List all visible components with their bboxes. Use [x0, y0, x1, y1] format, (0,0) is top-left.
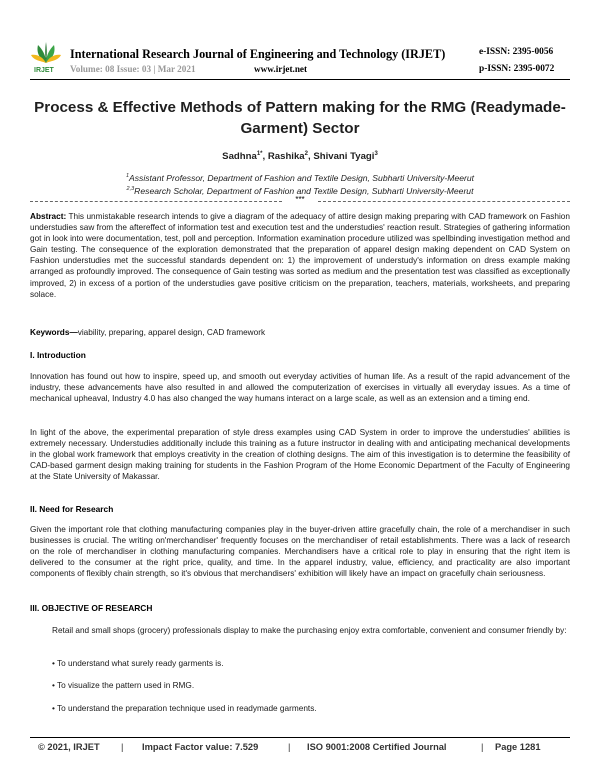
article-title-line1: Process & Effective Methods of Pattern making for the RMG (Readymade-	[34, 99, 566, 116]
affiliation-text: Research Scholar, Department of Fashion and Textile Design, Subharti University-Meerut	[134, 186, 474, 196]
article-title	[30, 97, 570, 139]
intro-paragraph-2: In light of the above, the experimental preparation of style dress examples using CAD System in order to improve the understudies' abilities is extremely necessary. Understudies additionally include this training as a future instructor in dealing with and anticipating mechanical developments in the global work framework that employs creativity in the creation of clothing designs. The aim of this investigation is to determine the feasibility of CAD-based garment design making training for students in the Fashion Program of the Home Economic Department of the Faculty of Engineering at the State University of Makassar.	[30, 428, 570, 482]
footer-impact-factor: Impact Factor value: 7.529	[142, 742, 259, 752]
keywords-dash: —	[69, 328, 78, 337]
objective-bullet: • To understand what surely ready garments is.	[52, 659, 224, 668]
author-name: Rashika	[267, 151, 305, 163]
author-mark: 3	[374, 151, 378, 157]
objective-bullet: • To visualize the pattern used in RMG.	[52, 681, 195, 690]
affiliation-text: Assistant Professor, Department of Fashion and Textile Design, Subharti University-Meerut	[129, 173, 475, 183]
footer-separator: |	[481, 742, 484, 752]
keywords-label: Keywords	[30, 328, 70, 337]
dashed-rule-right	[318, 201, 570, 202]
irjet-logo	[30, 41, 62, 75]
journal-website-link[interactable]: www.irjet.net	[254, 64, 308, 74]
footer-separator: |	[288, 742, 291, 752]
logo-text: IRJET	[34, 67, 54, 74]
separator-stars: ***	[295, 195, 305, 204]
abstract-label: Abstract:	[30, 212, 67, 221]
footer-separator: |	[121, 742, 124, 752]
pissn: p-ISSN: 2395-0072	[479, 64, 555, 74]
author-list: Sadhna$^{1*}$, Rashika$^2$, Shivani Tyagi$^3$	[222, 151, 378, 163]
intro-heading: I. Introduction	[30, 350, 86, 360]
objective-bullet: • To understand the preparation technique used in readymade garments.	[52, 704, 317, 713]
abstract-text: This unmistakable research intends to give a diagram of the adequacy of attire design making preparing with CAD framework on Fashion understudies saw from the aftereffect of information test and execution test and the understudies' reaction result. Strategies of gathering information got in look into were documentation, test, poll and perception. Information examination procedure utilized was spellbinding investigation method and Gain testing. The consequence of the exploration demonstrated that the preparation of apparel design making dependent on CAD System on Fashion understudies met the successful standards dependent on: 1) the improvement of understudy's information on dress example making arranged as profoundly improved. The consequence of Gain testing was sorted as medium and the presentation test was classified as exceptionally improved, 2) in excess of a portion of the understudies gave positive criticism on the preparation, teachers, materials, worksheets, and preparing solace.	[30, 212, 570, 299]
affiliation-mark: 2,3	[126, 186, 135, 193]
affiliation-1	[30, 173, 570, 183]
author-mark: 1*	[256, 151, 263, 157]
need-paragraph: Given the important role that clothing manufacturing companies play in the buyer-driven attire gracefully chain, the role of a merchandiser in such businesses is crucial. The writing on'merchandiser' frequently focuses on the merchandiser of retail establishments. There was a lack of research on the role of merchandiser in clothing manufacturing companies. Merchandisers have a critical role to play in ensuring that the right item is delivered to the consumer at the right price, quality, and time. In the apparel industry, value, efficiency, and practicality are also important components of flexibly chain strength, so it's obvious that merchandisers' exhibition will likely have an impact on gracefully chain seriousness.	[30, 525, 570, 579]
journal-name: International Research Journal of Engineering and Technology (IRJET)	[70, 47, 446, 61]
author-name: Sadhna	[222, 151, 257, 163]
eissn: e-ISSN: 2395-0056	[479, 47, 554, 57]
footer-page-number: Page 1281	[495, 742, 541, 752]
footer-copyright: © 2021, IRJET	[38, 742, 100, 752]
author-mark: 2	[304, 151, 308, 157]
need-heading: II. Need for Research	[30, 504, 114, 514]
header-divider	[30, 79, 570, 80]
affiliation-mark: 1	[125, 173, 130, 180]
volume-info: Volume: 08 Issue: 03 | Mar 2021	[70, 64, 196, 74]
objective-paragraph: Retail and small shops (grocery) professionals display to make the purchasing enjoy extra comfortable, convenient and consumer friendly by:	[52, 626, 567, 635]
intro-paragraph-1: Innovation has found out how to inspire, speed up, and smooth out everyday activities of human life. As a result of the rapid advancement of the industry, these advancements have also resulted in and allowed the computerization of exercises in virtually all everyday issues. As a time of mechanical upheaval, Industry 4.0 has also changed the way humans interact on a large scale, as well as an extension and a timing end.	[30, 372, 570, 404]
abstract	[30, 211, 570, 300]
footer-iso: ISO 9001:2008 Certified Journal	[307, 742, 447, 752]
section-separator	[30, 196, 570, 206]
footer-divider	[30, 737, 570, 738]
keywords-text: viability, preparing, apparel design, CAD framework	[77, 328, 266, 337]
article-title-line2: Garment) Sector	[240, 120, 360, 137]
author-name: Shivani Tyagi	[313, 151, 375, 163]
keywords	[30, 327, 570, 338]
objective-heading: III. OBJECTIVE OF RESEARCH	[30, 603, 153, 613]
